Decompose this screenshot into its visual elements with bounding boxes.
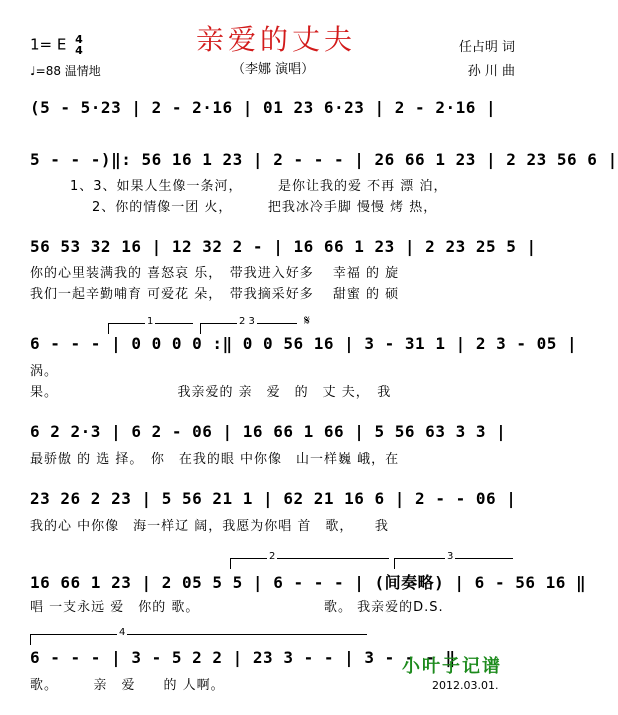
stave-5-lyric: 最骄傲 的 选 择。 你 在我的眼 中你像 山一样巍 峨，在 (30, 452, 400, 467)
volta-second-ending (200, 316, 297, 334)
volta-4-label: 4 (119, 627, 126, 638)
stave-8-notes: 6 - - - | 3 - 5 2 2 | 23 3 - - | 3 - - - ‖ (30, 648, 456, 667)
stave-2-lyric-1: 1、3、如果人生像一条河， 是你让我的爱 不再 漂 泊， (70, 179, 448, 194)
stave-6-lyric: 我的心 中你像 海一样辽 阔，我愿为你唱 首 歌， 我 (30, 519, 389, 534)
stave-3-notes: 56 53 32 16 | 12 32 2 - | 16 66 1 23 | 2 23 25 5 | (30, 237, 537, 256)
time-bottom: 4 (75, 44, 83, 57)
volta-first-label: 1 (147, 316, 154, 327)
volta-3-label: 3 (447, 551, 454, 562)
singer-credit: （李娜 演唱） (232, 62, 315, 77)
song-title: 亲爱的丈夫 (196, 23, 357, 56)
volta-second-label: 2 3 (239, 316, 255, 327)
time-top: 4 (75, 33, 83, 46)
volta-3-bracket (394, 551, 513, 569)
key-label: 1= E (30, 35, 67, 54)
key-signature (30, 34, 83, 56)
stave-7-lyric: 唱 一支永远 爱 你的 歌。 歌。 我亲爱的D.S. (30, 600, 444, 615)
volta-first-ending (108, 316, 193, 334)
volta-2-bracket (230, 551, 389, 569)
stave-2-lyric-2: 2、你的情像一团 火， 把我冰冷手脚 慢慢 烤 热， (92, 200, 438, 215)
stave-2-notes: 5 - - -)‖: 56 16 1 23 | 2 - - - | 26 66 1 23 | 2 23 56 6 | (30, 150, 618, 169)
transcription-date: 2012.03.01. (432, 679, 499, 692)
stave-7-notes: 16 66 1 23 | 2 05 5 5 | 6 - - - | (间奏略) | 6 - 56 16 ‖ (30, 573, 587, 592)
volta-2-label: 2 (269, 551, 276, 562)
time-signature (75, 34, 83, 56)
stave-4-lyric-1: 涡。 (30, 364, 59, 379)
stave-8-lyric: 歌。 亲 爱 的 人啊。 (30, 678, 225, 693)
stave-6-notes: 23 26 2 23 | 5 56 21 1 | 62 21 16 6 | 2 - - 06 | (30, 489, 517, 508)
segno-sign: 𝄋 (304, 313, 311, 329)
transcriber-signature: 小叶子记谱 (402, 656, 502, 677)
stave-3-lyric-2: 我们一起辛勤哺育 可爱花 朵， 带我摘采好多 甜蜜 的 硕 (30, 287, 400, 302)
tempo-marking: ♩=88 温情地 (30, 64, 101, 78)
volta-4-bracket (30, 627, 367, 645)
lyricist-credit: 任占明 词 (458, 40, 515, 55)
stave-5-notes: 6 2 2·3 | 6 2 - 06 | 16 66 1 66 | 5 56 63 3 3 | (30, 422, 507, 441)
stave-4-notes: 6 - - - | 0 0 0 0 :‖ 0 0 56 16 | 3 - 31 1 | 2 3 - 05 | (30, 334, 578, 353)
stave-3-lyric-1: 你的心里装满我的 喜怒哀 乐， 带我进入好多 幸福 的 旋 (30, 266, 400, 281)
stave-1-notes: (5 - 5·23 | 2 - 2·16 | 01 23 6·23 | 2 - 2·16 | (30, 98, 497, 117)
composer-credit: 孙 川 曲 (467, 64, 515, 79)
stave-4-lyric-2: 果。 我亲爱的 亲 爱 的 丈 夫， 我 (30, 385, 392, 400)
